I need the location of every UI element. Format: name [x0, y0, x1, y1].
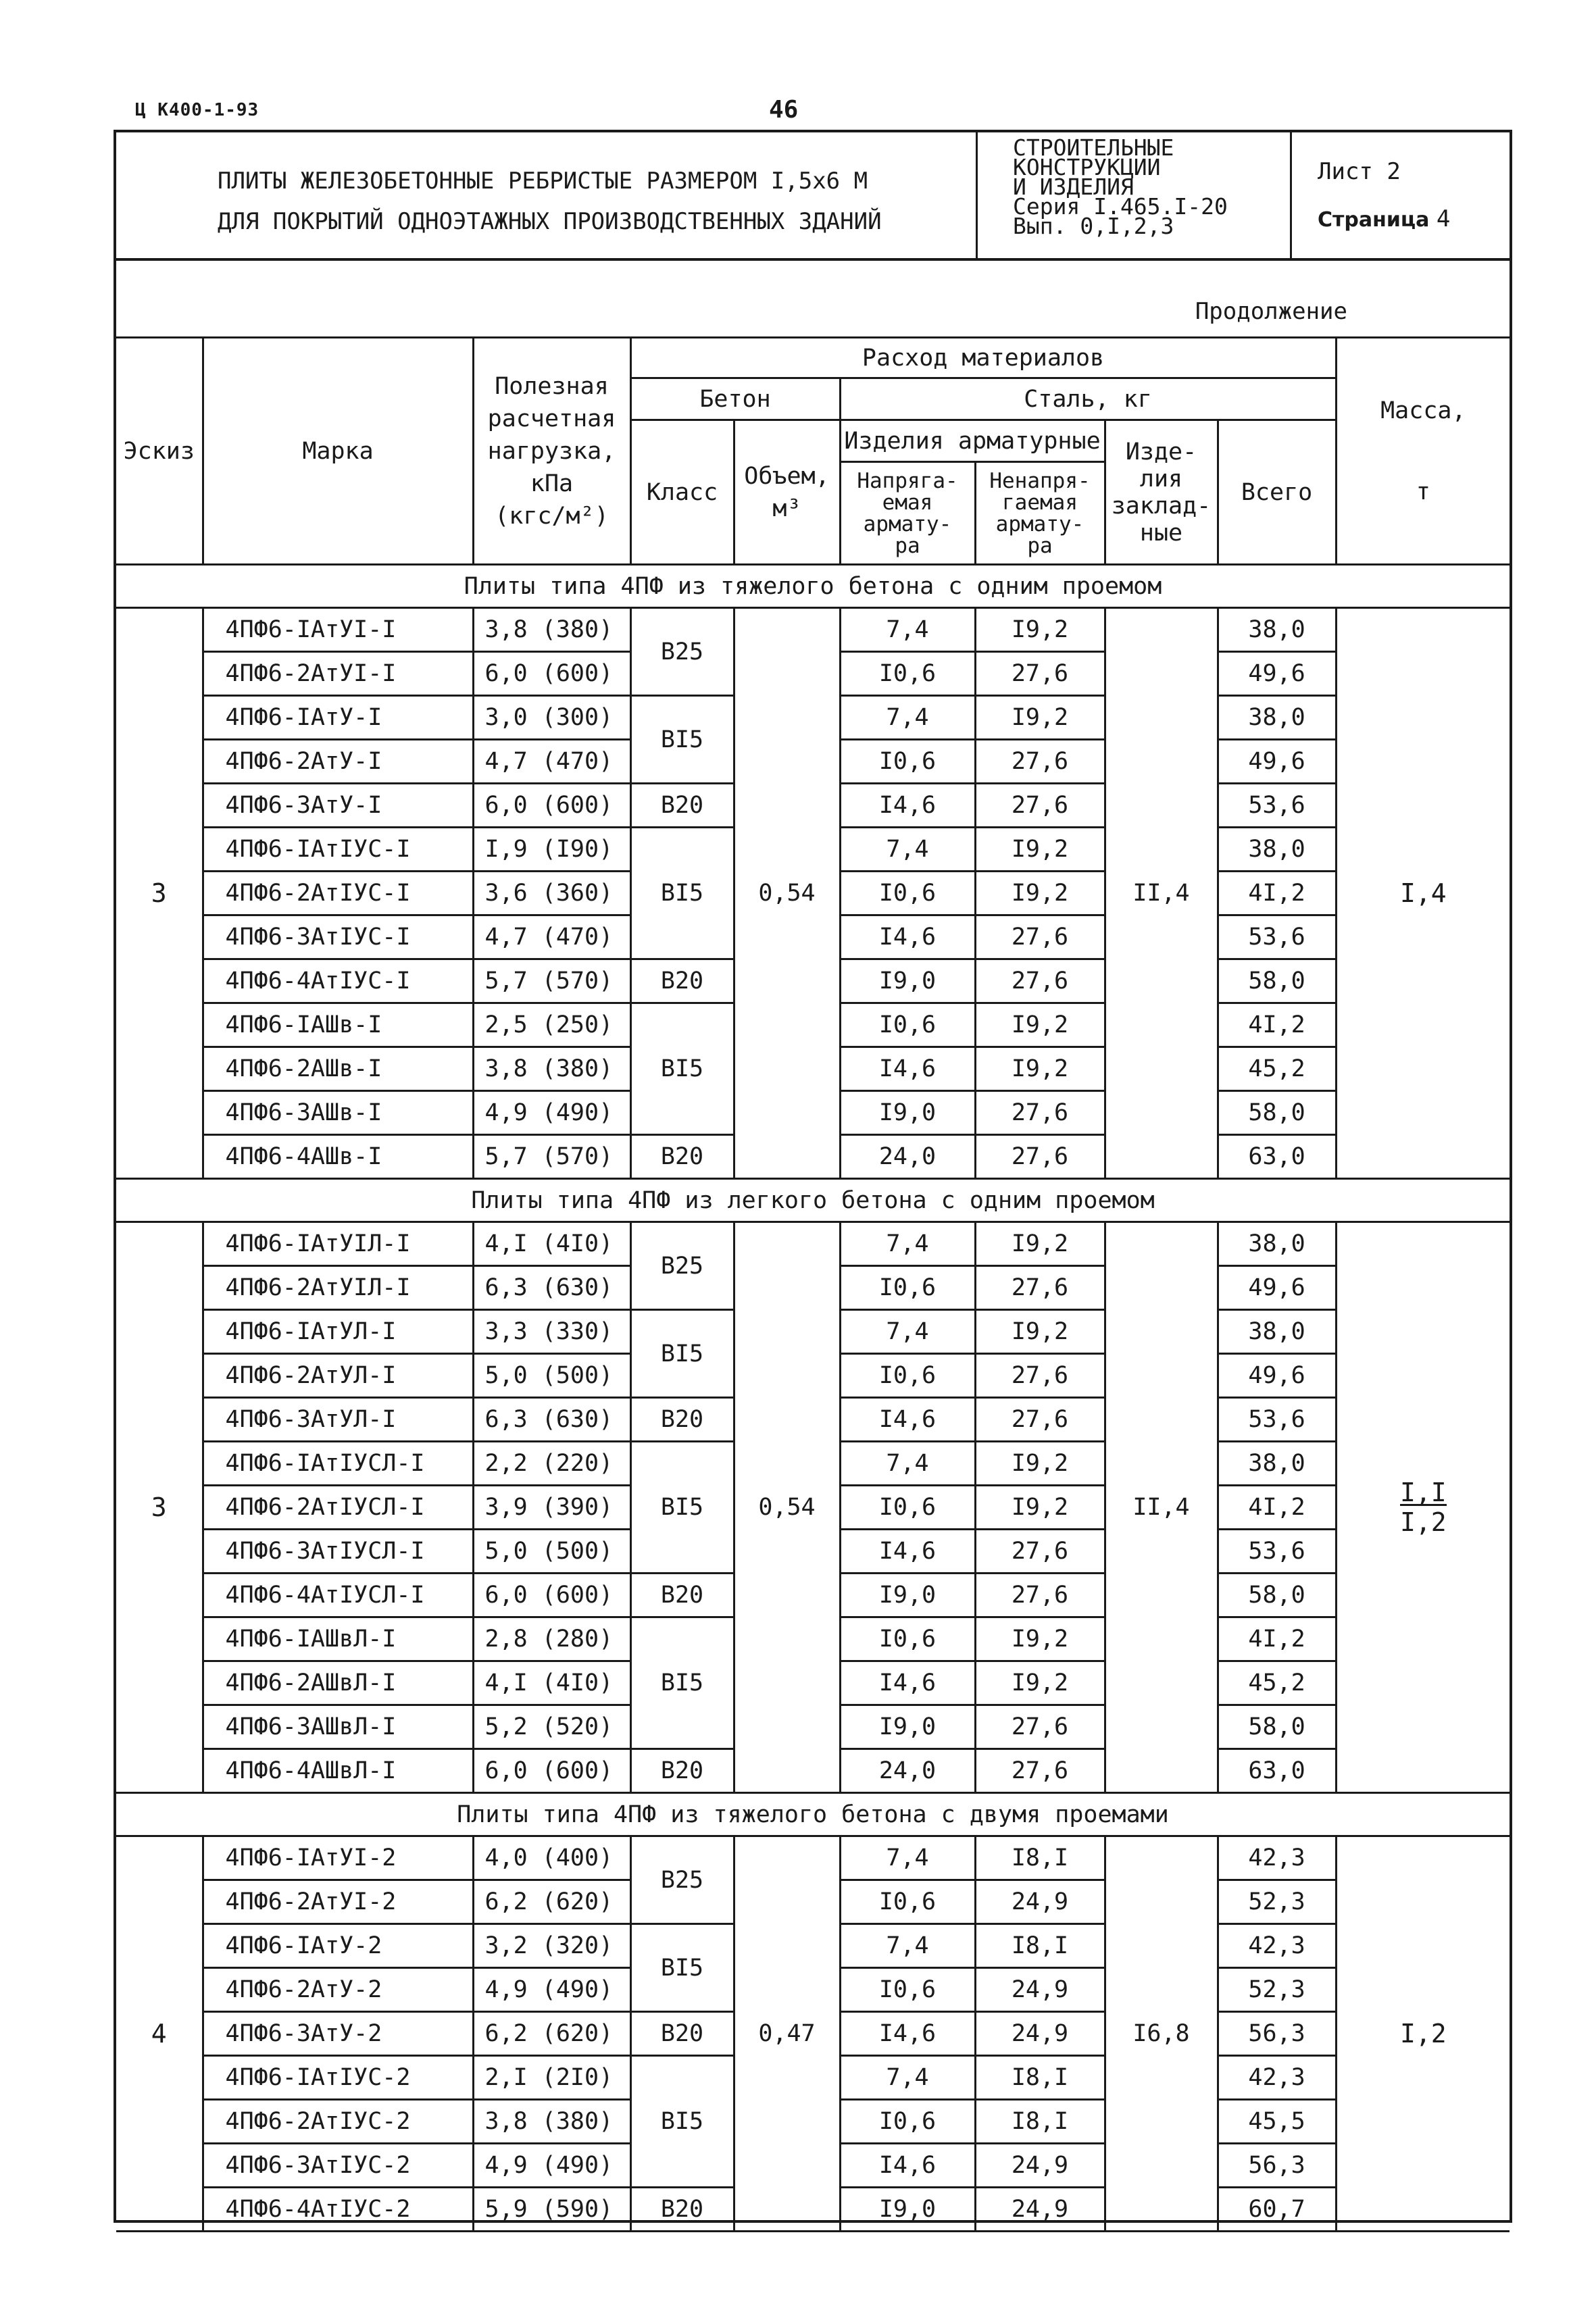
section-row	[116, 1179, 1510, 1222]
document-code: Ц К400-1-93	[135, 100, 259, 120]
row-load: 3,2 (320)	[473, 1924, 630, 1968]
row-load: 6,0 (600)	[473, 652, 630, 696]
row-total: 38,0	[1218, 828, 1336, 872]
row-mark: 4ПФ6-IАтIУС-2	[203, 2056, 473, 2100]
row-prestressed: I0,6	[840, 872, 975, 915]
row-nonprestressed: 27,6	[975, 1749, 1105, 1793]
row-total: 58,0	[1218, 1574, 1336, 1617]
concrete-class: В20	[630, 2188, 734, 2232]
sketch-number: 3	[116, 1222, 203, 1793]
col-load-line-1: Полезная	[495, 372, 609, 400]
row-nonprestressed: 24,9	[975, 2144, 1105, 2188]
row-total: 38,0	[1218, 1442, 1336, 1486]
concrete-volume: 0,54	[734, 608, 840, 1179]
row-prestressed: I4,6	[840, 915, 975, 959]
row-prestressed: I4,6	[840, 784, 975, 828]
row-load: 5,9 (590)	[473, 2188, 630, 2232]
row-prestressed: I4,6	[840, 2144, 975, 2188]
sheet-frame	[114, 130, 1512, 2223]
row-mark: 4ПФ6-3АШвЛ-I	[203, 1705, 473, 1749]
col-mass-line-1: Масса,	[1380, 397, 1466, 424]
row-load: 4,9 (490)	[473, 1091, 630, 1135]
sheet-block	[1292, 132, 1510, 258]
row-nonprestressed: I9,2	[975, 608, 1105, 652]
row-mark: 4ПФ6-3АтIУСЛ-I	[203, 1530, 473, 1574]
row-nonprestressed: 27,6	[975, 1354, 1105, 1398]
row-nonprestressed: I9,2	[975, 1222, 1105, 1266]
row-load: 4,7 (470)	[473, 915, 630, 959]
row-nonprestressed: I9,2	[975, 1486, 1105, 1530]
row-load: 4,9 (490)	[473, 2144, 630, 2188]
embedded-steel: I6,8	[1105, 1836, 1218, 2232]
col-volume	[734, 420, 840, 565]
table-row	[116, 1222, 1510, 1266]
concrete-class: ВI5	[630, 1442, 734, 1574]
row-total: 49,6	[1218, 1266, 1336, 1310]
col-load-line-4: кПа	[530, 470, 574, 497]
row-total: 42,3	[1218, 1836, 1336, 1880]
row-total: 49,6	[1218, 1354, 1336, 1398]
row-nonprestressed: I8,I	[975, 2100, 1105, 2144]
row-mark: 4ПФ6-4АтIУС-2	[203, 2188, 473, 2232]
row-mark: 4ПФ6-IАтУI-2	[203, 1836, 473, 1880]
col-load-line-5: (кгс/м²)	[495, 502, 609, 530]
document-title	[116, 132, 978, 258]
row-load: 6,0 (600)	[473, 784, 630, 828]
row-nonprestressed: 27,6	[975, 1530, 1105, 1574]
concrete-class: ВI5	[630, 1310, 734, 1398]
row-prestressed: I4,6	[840, 1530, 975, 1574]
row-nonprestressed: 27,6	[975, 915, 1105, 959]
row-total: 58,0	[1218, 1705, 1336, 1749]
section-row	[116, 1793, 1510, 1836]
row-nonprestressed: I9,2	[975, 1003, 1105, 1047]
col-nonprestressed-line-2: гаемая	[1002, 490, 1078, 515]
row-prestressed: 7,4	[840, 1924, 975, 1968]
row-total: 42,3	[1218, 1924, 1336, 1968]
row-prestressed: I0,6	[840, 1968, 975, 2012]
page-label-number: 4	[1436, 205, 1451, 232]
col-load	[473, 338, 630, 565]
row-load: 5,0 (500)	[473, 1354, 630, 1398]
row-nonprestressed: I9,2	[975, 1661, 1105, 1705]
row-load: I,9 (I90)	[473, 828, 630, 872]
section-row	[116, 565, 1510, 608]
section-title: Плиты типа 4ПФ из легкого бетона с одним проемом	[116, 1179, 1510, 1222]
concrete-class: ВI5	[630, 2056, 734, 2188]
row-mark: 4ПФ6-4АтIУСЛ-I	[203, 1574, 473, 1617]
row-prestressed: 7,4	[840, 608, 975, 652]
row-total: 58,0	[1218, 959, 1336, 1003]
row-mark: 4ПФ6-IАтУ-2	[203, 1924, 473, 1968]
row-nonprestressed: I8,I	[975, 1924, 1105, 1968]
col-prestressed-line-2: емая	[882, 490, 933, 515]
concrete-class: В20	[630, 959, 734, 1003]
row-mark: 4ПФ6-IАтIУСЛ-I	[203, 1442, 473, 1486]
col-total: Всего	[1218, 420, 1336, 565]
row-load: 5,7 (570)	[473, 1135, 630, 1179]
row-nonprestressed: 24,9	[975, 1968, 1105, 2012]
row-prestressed: 24,0	[840, 1135, 975, 1179]
col-nonprestressed-line-4: ра	[1027, 533, 1053, 558]
row-total: 53,6	[1218, 1530, 1336, 1574]
concrete-class: В25	[630, 608, 734, 696]
row-prestressed: I9,0	[840, 1705, 975, 1749]
row-load: 3,9 (390)	[473, 1486, 630, 1530]
row-nonprestressed: 27,6	[975, 740, 1105, 784]
row-total: 4I,2	[1218, 1003, 1336, 1047]
row-total: 56,3	[1218, 2012, 1336, 2056]
page-label-line	[1318, 205, 1510, 232]
row-total: 38,0	[1218, 1310, 1336, 1354]
row-mark: 4ПФ6-IАтУIЛ-I	[203, 1222, 473, 1266]
row-prestressed: 7,4	[840, 2056, 975, 2100]
row-prestressed: I0,6	[840, 2100, 975, 2144]
row-total: 38,0	[1218, 696, 1336, 740]
row-total: 58,0	[1218, 1091, 1336, 1135]
col-prestressed-line-1: Напряга-	[857, 468, 958, 493]
row-nonprestressed: I8,I	[975, 2056, 1105, 2100]
row-mark: 4ПФ6-IАтУ-I	[203, 696, 473, 740]
row-load: 4,9 (490)	[473, 1968, 630, 2012]
col-nonprestressed	[975, 462, 1105, 565]
row-load: 2,5 (250)	[473, 1003, 630, 1047]
row-prestressed: I0,6	[840, 740, 975, 784]
row-nonprestressed: 24,9	[975, 2012, 1105, 2056]
mass-cell: I,4	[1336, 608, 1510, 1179]
col-sketch: Эскиз	[116, 338, 203, 565]
col-embedded-line-4: ные	[1139, 519, 1183, 547]
row-load: 5,2 (520)	[473, 1705, 630, 1749]
row-mark: 4ПФ6-2АтУ-I	[203, 740, 473, 784]
title-line-1: ПЛИТЫ ЖЕЛЕЗОБЕТОННЫЕ РЕБРИСТЫЕ РАЗМЕРОМ I,5х6 М	[218, 168, 868, 195]
row-prestressed: I9,0	[840, 959, 975, 1003]
col-load-line-3: нагрузка,	[487, 437, 616, 465]
row-load: 5,0 (500)	[473, 1530, 630, 1574]
row-nonprestressed: I9,2	[975, 696, 1105, 740]
row-mark: 4ПФ6-IАШвЛ-I	[203, 1617, 473, 1661]
col-materials: Расход материалов	[630, 338, 1336, 378]
row-nonprestressed: I9,2	[975, 1047, 1105, 1091]
concrete-class: В25	[630, 1836, 734, 1924]
continuation-label: Продолжение	[1195, 298, 1347, 325]
row-nonprestressed: I9,2	[975, 1442, 1105, 1486]
concrete-class: В20	[630, 1574, 734, 1617]
row-mark: 4ПФ6-4АтIУС-I	[203, 959, 473, 1003]
col-concrete: Бетон	[630, 378, 840, 420]
col-volume-line-1: Объем,	[744, 462, 830, 490]
row-prestressed: 7,4	[840, 696, 975, 740]
row-total: 52,3	[1218, 1968, 1336, 2012]
row-prestressed: I0,6	[840, 1617, 975, 1661]
row-total: 4I,2	[1218, 872, 1336, 915]
row-prestressed: I0,6	[840, 652, 975, 696]
row-prestressed: I0,6	[840, 1003, 975, 1047]
row-mark: 4ПФ6-3АтIУС-2	[203, 2144, 473, 2188]
row-load: 3,6 (360)	[473, 872, 630, 915]
row-nonprestressed: 24,9	[975, 1880, 1105, 1924]
row-prestressed: I4,6	[840, 1398, 975, 1442]
title-block	[116, 132, 1510, 261]
col-prestressed-line-3: армату-	[863, 511, 952, 536]
col-embedded	[1105, 420, 1218, 565]
concrete-class: ВI5	[630, 1924, 734, 2012]
row-load: 6,3 (630)	[473, 1266, 630, 1310]
row-load: 3,3 (330)	[473, 1310, 630, 1354]
row-mark: 4ПФ6-2АтIУС-2	[203, 2100, 473, 2144]
row-mark: 4ПФ6-IАШв-I	[203, 1003, 473, 1047]
row-load: 6,2 (620)	[473, 1880, 630, 1924]
row-prestressed: I0,6	[840, 1354, 975, 1398]
col-class: Класс	[630, 420, 734, 565]
row-prestressed: I0,6	[840, 1266, 975, 1310]
series-block	[978, 132, 1292, 258]
row-prestressed: 7,4	[840, 1222, 975, 1266]
row-mark: 4ПФ6-3АтIУС-I	[203, 915, 473, 959]
mass-cell	[1336, 1222, 1510, 1793]
row-total: 4I,2	[1218, 1617, 1336, 1661]
sheet-label: Лист 2	[1318, 158, 1401, 185]
row-load: 2,2 (220)	[473, 1442, 630, 1486]
series-line-3: И ИЗДЕЛИЯ	[1013, 174, 1134, 200]
sketch-number: 4	[116, 1836, 203, 2232]
row-load: 6,2 (620)	[473, 2012, 630, 2056]
row-load: 4,7 (470)	[473, 740, 630, 784]
row-load: 3,0 (300)	[473, 696, 630, 740]
concrete-class: В20	[630, 1135, 734, 1179]
row-mark: 4ПФ6-2АШв-I	[203, 1047, 473, 1091]
row-prestressed: I9,0	[840, 1091, 975, 1135]
row-mark: 4ПФ6-4АШв-I	[203, 1135, 473, 1179]
row-nonprestressed: 27,6	[975, 1705, 1105, 1749]
row-total: 53,6	[1218, 784, 1336, 828]
mass-bottom: I,2	[1400, 1507, 1447, 1537]
row-mark: 4ПФ6-2АтУIЛ-I	[203, 1266, 473, 1310]
col-nonprestressed-line-3: армату-	[995, 511, 1084, 536]
row-total: 60,7	[1218, 2188, 1336, 2232]
row-mark: 4ПФ6-3АШв-I	[203, 1091, 473, 1135]
row-total: 63,0	[1218, 1135, 1336, 1179]
row-total: 56,3	[1218, 2144, 1336, 2188]
col-rebar-products: Изделия арматурные	[840, 420, 1105, 462]
col-embedded-line-1: Изде-	[1125, 438, 1197, 466]
row-load: 6,3 (630)	[473, 1398, 630, 1442]
materials-table	[116, 336, 1510, 2232]
table-body	[116, 565, 1510, 2232]
sketch-number: 3	[116, 608, 203, 1179]
row-mark: 4ПФ6-2АтУ-2	[203, 1968, 473, 2012]
row-load: 2,8 (280)	[473, 1617, 630, 1661]
section-title: Плиты типа 4ПФ из тяжелого бетона с одним проемом	[116, 565, 1510, 608]
row-mark: 4ПФ6-2АтУI-2	[203, 1880, 473, 1924]
row-total: 38,0	[1218, 608, 1336, 652]
row-mark: 4ПФ6-IАтУЛ-I	[203, 1310, 473, 1354]
table-row	[116, 1836, 1510, 1880]
row-mark: 4ПФ6-2АтУЛ-I	[203, 1354, 473, 1398]
row-nonprestressed: 27,6	[975, 1135, 1105, 1179]
concrete-class: ВI5	[630, 828, 734, 959]
concrete-volume: 0,54	[734, 1222, 840, 1793]
series-line-1: СТРОИТЕЛЬНЫЕ	[1013, 134, 1174, 161]
row-load: 4,0 (400)	[473, 1836, 630, 1880]
page-number: 46	[769, 96, 799, 124]
row-load: 5,7 (570)	[473, 959, 630, 1003]
row-nonprestressed: 27,6	[975, 1398, 1105, 1442]
row-nonprestressed: 27,6	[975, 1091, 1105, 1135]
row-nonprestressed: 27,6	[975, 1266, 1105, 1310]
series-line-2: КОНСТРУКЦИИ	[1013, 154, 1161, 180]
row-mark: 4ПФ6-2АтIУС-I	[203, 872, 473, 915]
row-prestressed: 7,4	[840, 1836, 975, 1880]
concrete-class: В20	[630, 784, 734, 828]
col-mass	[1336, 338, 1510, 565]
row-mark: 4ПФ6-2АШвЛ-I	[203, 1661, 473, 1705]
series-line-4: Серия I.465.I-20	[1013, 193, 1228, 220]
row-mark: 4ПФ6-2АтIУСЛ-I	[203, 1486, 473, 1530]
row-nonprestressed: 27,6	[975, 959, 1105, 1003]
row-prestressed: I0,6	[840, 1880, 975, 1924]
row-nonprestressed: 27,6	[975, 652, 1105, 696]
row-total: 52,3	[1218, 1880, 1336, 1924]
row-prestressed: I4,6	[840, 1661, 975, 1705]
embedded-steel: II,4	[1105, 1222, 1218, 1793]
row-mark: 4ПФ6-3АтУ-2	[203, 2012, 473, 2056]
row-nonprestressed: I9,2	[975, 872, 1105, 915]
row-total: 45,2	[1218, 1047, 1336, 1091]
row-prestressed: I0,6	[840, 1486, 975, 1530]
row-load: 3,8 (380)	[473, 1047, 630, 1091]
row-nonprestressed: I8,I	[975, 1836, 1105, 1880]
row-mark: 4ПФ6-2АтУI-I	[203, 652, 473, 696]
col-mark: Марка	[203, 338, 473, 565]
page-label: Страница	[1318, 208, 1430, 232]
row-total: 38,0	[1218, 1222, 1336, 1266]
row-nonprestressed: 24,9	[975, 2188, 1105, 2232]
row-prestressed: 7,4	[840, 1310, 975, 1354]
row-prestressed: 7,4	[840, 828, 975, 872]
row-mark: 4ПФ6-IАтIУС-I	[203, 828, 473, 872]
col-steel: Сталь, кг	[840, 378, 1336, 420]
concrete-class: ВI5	[630, 1003, 734, 1135]
col-volume-line-2: м³	[772, 495, 801, 522]
row-total: 53,6	[1218, 1398, 1336, 1442]
row-total: 45,5	[1218, 2100, 1336, 2144]
table-row	[116, 608, 1510, 652]
row-nonprestressed: 27,6	[975, 784, 1105, 828]
row-nonprestressed: I9,2	[975, 828, 1105, 872]
row-prestressed: I4,6	[840, 1047, 975, 1091]
row-mark: 4ПФ6-4АШвЛ-I	[203, 1749, 473, 1793]
row-load: 4,I (4I0)	[473, 1661, 630, 1705]
concrete-class: В20	[630, 1749, 734, 1793]
concrete-class: ВI5	[630, 1617, 734, 1749]
row-total: 63,0	[1218, 1749, 1336, 1793]
col-embedded-line-2: лия	[1139, 465, 1183, 493]
row-prestressed: 24,0	[840, 1749, 975, 1793]
row-nonprestressed: 27,6	[975, 1574, 1105, 1617]
row-prestressed: I4,6	[840, 2012, 975, 2056]
section-title: Плиты типа 4ПФ из тяжелого бетона с двумя проемами	[116, 1793, 1510, 1836]
col-mass-line-2: т	[1416, 478, 1430, 505]
col-prestressed	[840, 462, 975, 565]
row-load: 3,8 (380)	[473, 2100, 630, 2144]
row-total: 49,6	[1218, 652, 1336, 696]
col-load-line-2: расчетная	[487, 405, 616, 432]
row-load: 6,0 (600)	[473, 1749, 630, 1793]
row-total: 45,2	[1218, 1661, 1336, 1705]
mass-cell: I,2	[1336, 1836, 1510, 2232]
row-load: 2,I (2I0)	[473, 2056, 630, 2100]
row-total: 49,6	[1218, 740, 1336, 784]
row-mark: 4ПФ6-IАтУI-I	[203, 608, 473, 652]
row-prestressed: 7,4	[840, 1442, 975, 1486]
concrete-volume: 0,47	[734, 1836, 840, 2232]
concrete-class: ВI5	[630, 696, 734, 784]
mass-top: I,I	[1400, 1478, 1447, 1507]
series-line-5: Вып. 0,I,2,3	[1013, 213, 1174, 239]
concrete-class: В20	[630, 1398, 734, 1442]
row-load: 6,0 (600)	[473, 1574, 630, 1617]
row-nonprestressed: I9,2	[975, 1617, 1105, 1661]
concrete-class: В25	[630, 1222, 734, 1310]
col-prestressed-line-4: ра	[895, 533, 920, 558]
col-embedded-line-3: заклад-	[1111, 492, 1212, 520]
row-total: 4I,2	[1218, 1486, 1336, 1530]
row-prestressed: I9,0	[840, 2188, 975, 2232]
embedded-steel: II,4	[1105, 608, 1218, 1179]
row-load: 3,8 (380)	[473, 608, 630, 652]
row-mark: 4ПФ6-3АтУЛ-I	[203, 1398, 473, 1442]
col-nonprestressed-line-1: Ненапря-	[989, 468, 1091, 493]
row-mark: 4ПФ6-3АтУ-I	[203, 784, 473, 828]
row-total: 53,6	[1218, 915, 1336, 959]
row-total: 42,3	[1218, 2056, 1336, 2100]
row-prestressed: I9,0	[840, 1574, 975, 1617]
row-load: 4,I (4I0)	[473, 1222, 630, 1266]
concrete-class: В20	[630, 2012, 734, 2056]
title-line-2: ДЛЯ ПОКРЫТИЙ ОДНОЭТАЖНЫХ ПРОИЗВОДСТВЕННЫХ ЗДАНИЙ	[218, 208, 882, 235]
row-nonprestressed: I9,2	[975, 1310, 1105, 1354]
